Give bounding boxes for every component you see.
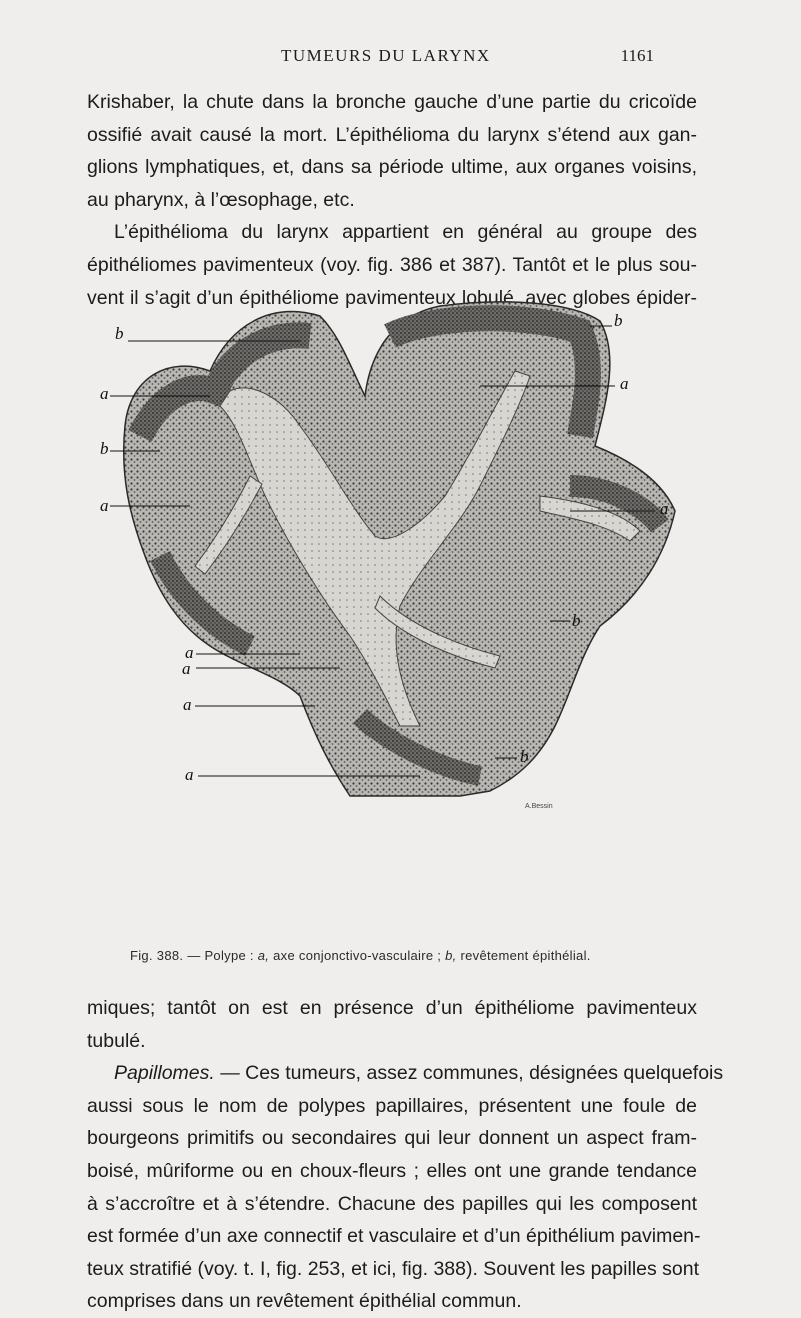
- label-a: a: [100, 496, 109, 515]
- artist-signature: A.Bessin: [525, 803, 553, 810]
- label-b: b: [572, 611, 581, 630]
- caption-fig-number: Fig. 388.: [130, 948, 184, 963]
- label-b: b: [520, 747, 529, 766]
- paragraph: [87, 992, 697, 1057]
- text-line: bourgeons primitifs ou secondaires qui leur donnent un aspect fram-: [87, 1127, 697, 1150]
- running-header: [0, 46, 801, 72]
- label-a: a: [620, 374, 629, 393]
- section-title-papillomes: Papillomes.: [114, 1062, 215, 1085]
- label-a: a: [660, 499, 669, 518]
- label-b: b: [115, 324, 124, 343]
- caption-dash: —: [187, 948, 201, 963]
- label-b: b: [614, 311, 623, 330]
- figure-388-polyp-illustration: [100, 296, 700, 816]
- text-line: épithéliomes pavimenteux (voy. fig. 386 et 387). Tantôt et le plus sou-: [87, 253, 697, 276]
- text-line: est formée d’un axe connectif et vasculaire et d’un épithélium pavimen-: [87, 1225, 701, 1248]
- text-line: ossifié avait causé la mort. L’épithélioma du larynx s’étend aux gan-: [87, 123, 697, 146]
- polyp-drawing: [100, 296, 700, 816]
- caption-a-key: a,: [257, 948, 270, 963]
- text-run: — Ces tumeurs, assez communes, désignées quelquefois: [214, 1062, 724, 1085]
- text-line: boisé, mûriforme ou en choux-fleurs ; elles ont une grande tendance: [87, 1159, 697, 1182]
- text-line: Krishaber, la chute dans la bronche gauche d’une partie du cricoïde: [87, 91, 697, 113]
- body-text-bottom: [87, 992, 724, 1318]
- page-number: 1161: [620, 46, 654, 65]
- text-line: au pharynx, à l’œsophage, etc.: [87, 188, 355, 211]
- figure-caption: [130, 948, 710, 963]
- label-a: a: [185, 765, 194, 784]
- text-line: à s’accroître et à s’étendre. Chacune des papilles qui les composent: [87, 1192, 697, 1215]
- text-line: [87, 1057, 724, 1090]
- label-a: a: [185, 643, 194, 662]
- paragraph: [87, 1057, 724, 1318]
- body-text-top: [87, 86, 697, 314]
- caption-b-key: b,: [445, 948, 457, 963]
- caption-subject: Polype :: [204, 948, 254, 963]
- label-a: a: [100, 384, 109, 403]
- text-line: L’épithélioma du larynx appartient en général au groupe des: [114, 221, 697, 244]
- caption-a-desc: axe conjonctivo-vasculaire ;: [273, 948, 442, 963]
- text-line: vent il s’agit d’un épithéliome pavimenteux lobulé, avec globes épider-: [87, 286, 697, 309]
- running-title: TUMEURS DU LARYNX: [281, 46, 491, 65]
- label-a: a: [182, 659, 191, 678]
- text-line: tubulé.: [87, 1029, 146, 1052]
- text-line: glions lymphatiques, et, dans sa période ultime, aux organes voisins,: [87, 156, 697, 179]
- caption-b-desc: revêtement épithélial.: [460, 948, 591, 963]
- paragraph: [87, 86, 697, 216]
- text-line: miques; tantôt on est en présence d’un épithéliome pavimenteux: [87, 997, 697, 1019]
- text-line: aussi sous le nom de polypes papillaires, présentent une foule de: [87, 1094, 697, 1117]
- text-line: comprises dans un revêtement épithélial commun.: [87, 1290, 522, 1313]
- label-a: a: [183, 695, 192, 714]
- text-line: teux stratifié (voy. t. I, fig. 253, et ici, fig. 388). Souvent les papilles sont: [87, 1257, 700, 1280]
- label-b: b: [100, 439, 109, 458]
